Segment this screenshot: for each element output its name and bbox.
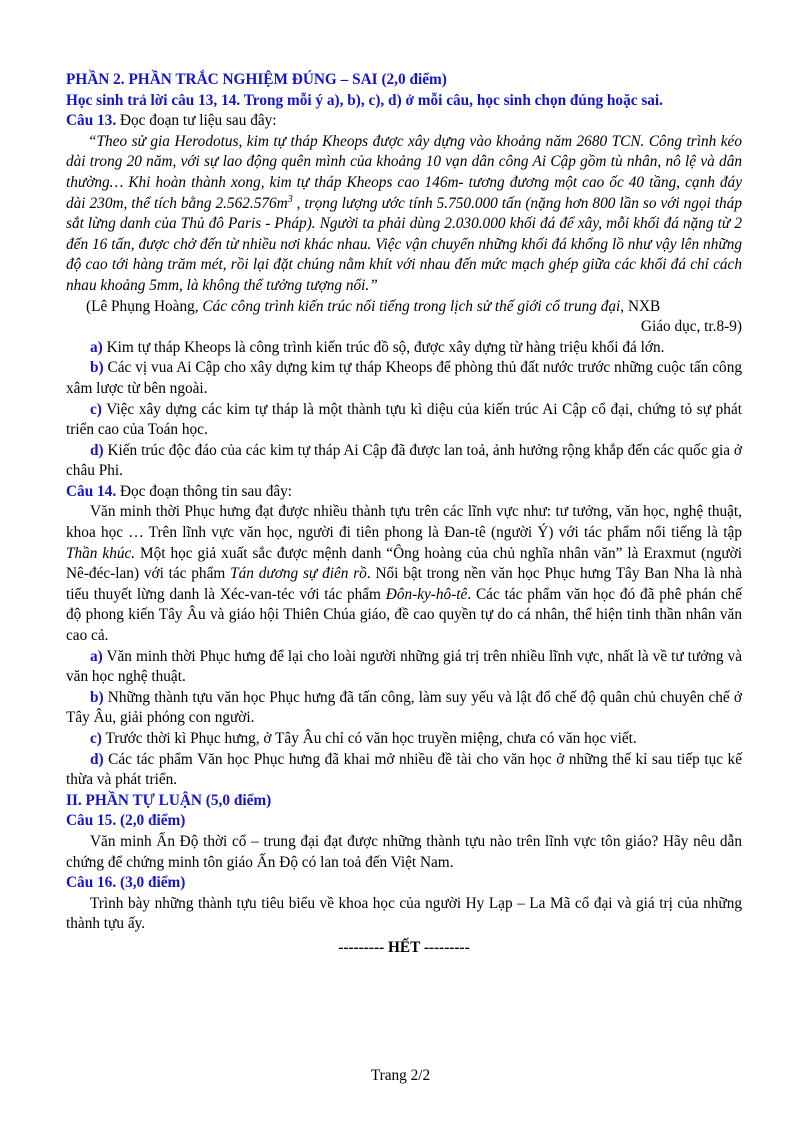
- exam-page: [66, 70, 742, 959]
- q13-quote-sup: 3: [287, 193, 293, 205]
- q14-passage-2-italic: Tán dương sự điên rồ: [230, 565, 367, 583]
- q13-quote-part1: “Theo sử gia Herodotus, kim tự tháp Kheops được xây dựng vào khoảng năm 2680 TCN. Công trình kéo dài trong 20 năm, với sự lao động quên mình của khoảng 10 vạn dân công Ai Cập gồm tù nhân, nô lệ và dân thường… Khi hoàn thành xong, kim tự tháp Kheops cao 146m- tương đương một cao ốc 40 tầng, cạnh đáy dài 230m, thể tích bằng 2.562.576m: [66, 132, 742, 212]
- q15-text: Văn minh Ấn Độ thời cổ – trung đại đạt được những thành tựu nào trên lĩnh vực tôn giáo? Hãy nêu dẫn chứng để chứng minh tôn giáo Ấn Độ có lan toả đến Việt Nam.: [66, 832, 742, 871]
- q13-option-b-key: b): [90, 359, 104, 377]
- q13-prompt: Đọc đoạn tư liệu sau đây:: [116, 112, 277, 130]
- q14-option-d-key: d): [90, 750, 104, 768]
- q14-passage-3: . Nổi bật trong nền văn học Phục hưng Tây Ban Nha là nhà tiểu thuyết lừng danh là Xéc-van-téc với tác phẩm: [66, 565, 742, 603]
- q14-passage-1-italic: Thần khúc.: [66, 544, 136, 562]
- q14-prompt: Đọc đoạn thông tin sau đây:: [116, 482, 293, 500]
- q13-source: [66, 297, 742, 318]
- part3-heading: II. PHẦN TỰ LUẬN (5,0 điểm): [66, 791, 272, 809]
- q14-passage-1: Văn minh thời Phục hưng đạt được nhiều thành tựu trên các lĩnh vực như: tư tưởng, văn học, nghệ thuật, khoa học … Trên lĩnh vực văn học, người đi tiên phong là Đan-tê (người Ý) với tác phẩm nổi tiếng là tập: [66, 503, 742, 542]
- part2-instruction: Học sinh trả lời câu 13, 14. Trong mỗi ý a), b), c), d) ở mỗi câu, học sinh chọn đúng hoặc sai.: [66, 91, 664, 109]
- q13-source-prefix: (Lê Phụng Hoàng,: [86, 297, 203, 315]
- page-number: Trang 2/2: [370, 1067, 431, 1084]
- q14-option-c: [66, 729, 742, 750]
- q13-source-suffix: , NXB: [620, 297, 661, 315]
- q13-source-line2: Giáo dục, tr.8-9): [640, 318, 742, 336]
- q13-option-d: [66, 441, 742, 482]
- end-mark: --------- HẾT ---------: [338, 938, 470, 956]
- q14-passage-3-italic: Đôn-ky-hô-tê: [385, 585, 468, 603]
- q13-option-b: [66, 358, 742, 399]
- q14-passage-4: . Các tác phẩm văn học đó đã phê phán chế độ phong kiến Tây Âu và giáo hội Thiên Chúa giáo, đề cao quyền tự do cá nhân, thể hiện tinh thần nhân văn cao cả.: [66, 585, 742, 645]
- q13-header: [66, 111, 742, 132]
- q14-option-c-text: Trước thời kì Phục hưng, ở Tây Âu chỉ có văn học truyền miệng, chưa có văn học viết.: [101, 730, 637, 747]
- q14-passage: [66, 502, 742, 646]
- q15-label: Câu 15. (2,0 điểm): [66, 812, 186, 830]
- q14-header: [66, 482, 742, 503]
- q13-quote-part2: , trọng lượng ước tính 5.750.000 tấn (nặng hơn 800 lần so với ngọi tháp sắt lừng danh của Thủ đô Paris - Pháp). Người ta phải dùng 2.030.000 khối đá để xây, mỗi khối đá nặng từ 2 đến 16 tấn, được chở đến từ nhiều nơi khác nhau. Việc vận chuyển những khối đá khổng lồ như vậy lên những độ cao tới hàng trăm mét, rồi lại đặt chúng nằm khít với nhau đến mức mạch ghép giữa các khối đá chỉ cách nhau khoảng 5mm, là không thể tưởng tượng nổi.”: [66, 194, 742, 294]
- q14-passage-2: Một học giả xuất sắc được mệnh danh “Ông hoàng của chủ nghĩa nhân văn” là Eraxmut (người Nê-đéc-lan) với tác phẩm: [66, 544, 742, 583]
- q14-option-a: [66, 647, 742, 688]
- q13-label: Câu 13.: [66, 112, 117, 130]
- part2-heading: PHẦN 2. PHẦN TRẮC NGHIỆM ĐÚNG – SAI (2,0 điểm): [66, 71, 447, 88]
- q13-source-title: Các công trình kiến trúc nổi tiếng trong lịch sử thế giới cổ trung đại: [202, 297, 621, 315]
- q13-option-c-text: Việc xây dựng các kim tự tháp là một thành tựu kì diệu của kiến trúc Ai Cập cổ đại, chứng tỏ sự phát triển cao của Toán học.: [66, 400, 742, 439]
- q13-option-a-key: a): [90, 338, 103, 356]
- q13-option-b-text: Các vị vua Ai Cập cho xây dựng kim tự tháp Kheops để phòng thủ đất nước trước những cuộc tấn công xâm lược từ bên ngoài.: [66, 359, 742, 397]
- q13-option-a-text: Kim tự tháp Kheops là công trình kiến trúc đồ sộ, được xây dựng từ hàng triệu khối đá lớn.: [102, 338, 665, 356]
- q14-option-a-key: a): [90, 647, 103, 665]
- q14-option-d-text: Các tác phẩm Văn học Phục hưng đã khai mở nhiều đề tài cho văn học ở những thế kỉ sau tiếp tục kế thừa và phát triển.: [66, 750, 742, 789]
- q13-option-a: [66, 338, 742, 359]
- q14-option-d: [66, 750, 742, 791]
- q13-option-c-key: c): [90, 400, 102, 418]
- q14-option-b: [66, 688, 742, 729]
- q13-option-d-key: d): [90, 441, 104, 459]
- q16-label: Câu 16. (3,0 điểm): [66, 874, 186, 892]
- q14-option-a-text: Văn minh thời Phục hưng để lại cho loài người những giá trị trên nhiều lĩnh vực, nhất là về tư tưởng và văn học nghệ thuật.: [66, 647, 742, 686]
- q13-option-c: [66, 400, 742, 441]
- q14-label: Câu 14.: [66, 482, 117, 500]
- q14-option-b-text: Những thành tựu văn học Phục hưng đã tấn công, làm suy yếu và lật đổ chế độ quân chủ chuyên chế ở Tây Âu, giải phóng con người.: [66, 688, 742, 727]
- q14-option-b-key: b): [90, 688, 104, 706]
- q13-quote: [66, 132, 742, 297]
- q14-option-c-key: c): [90, 730, 102, 747]
- q13-option-d-text: Kiến trúc độc đáo của các kim tự tháp Ai Cập đã được lan toả, ảnh hưởng rộng khắp đến các quốc gia ở châu Phi.: [66, 441, 742, 480]
- q16-text: Trình bày những thành tựu tiêu biểu về khoa học của người Hy Lạp – La Mã cổ đại và giá trị của những thành tựu ấy.: [66, 894, 742, 933]
